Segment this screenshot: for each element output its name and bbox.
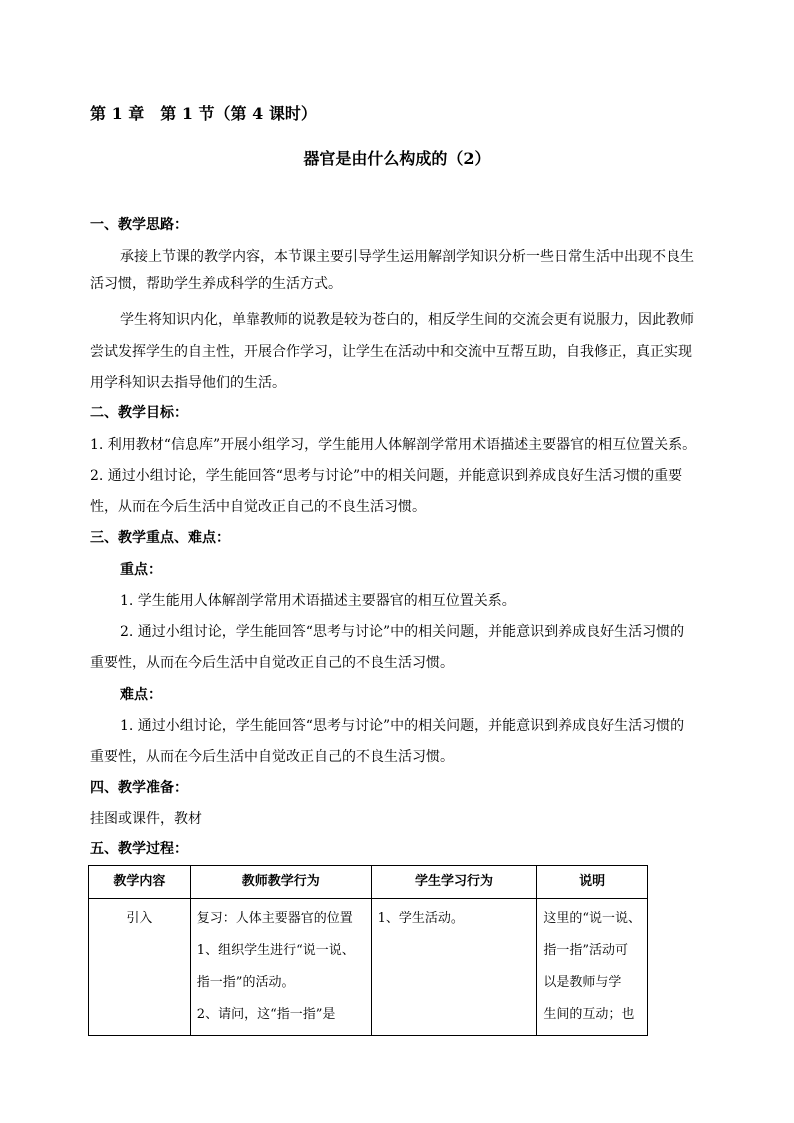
cell-text: 复习：人体主要器官的位置 xyxy=(196,911,353,926)
cell-text: 1、学生活动。 xyxy=(377,911,464,926)
objective-item: 1. 利用教材“信息库”开展小组学习，学生能用人体解剖学常用术语描述主要器官的相互位置关系。 xyxy=(90,437,697,453)
table-header-row xyxy=(89,866,648,899)
table-row xyxy=(89,899,648,1036)
cell-text: 以是教师与学 xyxy=(543,975,622,990)
column-header: 说明 xyxy=(537,866,648,899)
difficult-points-label: 难点： xyxy=(120,687,162,703)
cell-text: 生间的互动；也 xyxy=(543,1007,635,1022)
cell-text: 2、请问，这“指一指”是 xyxy=(196,1007,336,1022)
key-point-item: 2. 通过小组讨论，学生能回答“思考与讨论”中的相关问题，并能意识到养成良好生活习惯的 xyxy=(120,624,685,640)
cell-teacher-behavior xyxy=(190,899,371,1036)
section-heading-process: 五、教学过程： xyxy=(90,841,188,857)
column-header: 学生学习行为 xyxy=(371,866,537,899)
paragraph-line: 活习惯，帮助学生养成科学的生活方式。 xyxy=(90,276,342,292)
cell-content xyxy=(89,899,191,1036)
paragraph-line: 学生将知识内化，单靠教师的说教是较为苍白的，相反学生间的交流会更有说服力，因此教师 xyxy=(120,312,694,328)
cell-text: 引入 xyxy=(126,911,153,926)
column-header: 教师教学行为 xyxy=(190,866,371,899)
section-heading-preparation: 四、教学准备： xyxy=(90,780,188,796)
difficult-point-item: 1. 通过小组讨论，学生能回答“思考与讨论”中的相关问题，并能意识到养成良好生活习惯的 xyxy=(120,718,685,734)
column-header: 教学内容 xyxy=(89,866,191,899)
key-point-item: 重要性，从而在今后生活中自觉改正自己的不良生活习惯。 xyxy=(90,655,454,671)
section-heading-teaching-idea: 一、教学思路： xyxy=(90,217,188,233)
objective-item: 性，从而在今后生活中自觉改正自己的不良生活习惯。 xyxy=(90,499,426,515)
cell-student-behavior xyxy=(371,899,537,1036)
section-heading-objectives: 二、教学目标： xyxy=(90,405,188,421)
process-table xyxy=(88,865,648,1036)
section-heading-key-points: 三、教学重点、难点： xyxy=(90,530,230,546)
paragraph-line: 尝试发挥学生的自主性，开展合作学习，让学生在活动中和交流中互帮互助，自我修正，真正实现 xyxy=(90,344,692,360)
preparation-content: 挂图或课件，教材 xyxy=(90,811,202,827)
key-point-item: 1. 学生能用人体解剖学常用术语描述主要器官的相互位置关系。 xyxy=(120,593,516,609)
lesson-title: 器官是由什么构成的（2） xyxy=(303,149,491,168)
cell-text: 这里的“说一说、 xyxy=(543,911,641,926)
paragraph-line: 用学科知识去指导他们的生活。 xyxy=(90,375,286,391)
key-points-label: 重点： xyxy=(120,562,162,578)
cell-note xyxy=(537,899,648,1036)
chapter-heading: 第 1 章 第 1 节（第 4 课时） xyxy=(90,104,317,123)
difficult-point-item: 重要性，从而在今后生活中自觉改正自己的不良生活习惯。 xyxy=(90,749,454,765)
objective-item: 2. 通过小组讨论，学生能回答“思考与讨论”中的相关问题，并能意识到养成良好生活习惯的重要 xyxy=(90,468,683,484)
cell-text: 指一指”活动可 xyxy=(543,943,628,958)
cell-text: 1、组织学生进行“说一说、 xyxy=(196,943,355,958)
paragraph-line: 承接上节课的教学内容，本节课主要引导学生运用解剖学知识分析一些日常生活中出现不良生 xyxy=(120,249,694,265)
cell-text: 指一指”的活动。 xyxy=(196,975,295,990)
